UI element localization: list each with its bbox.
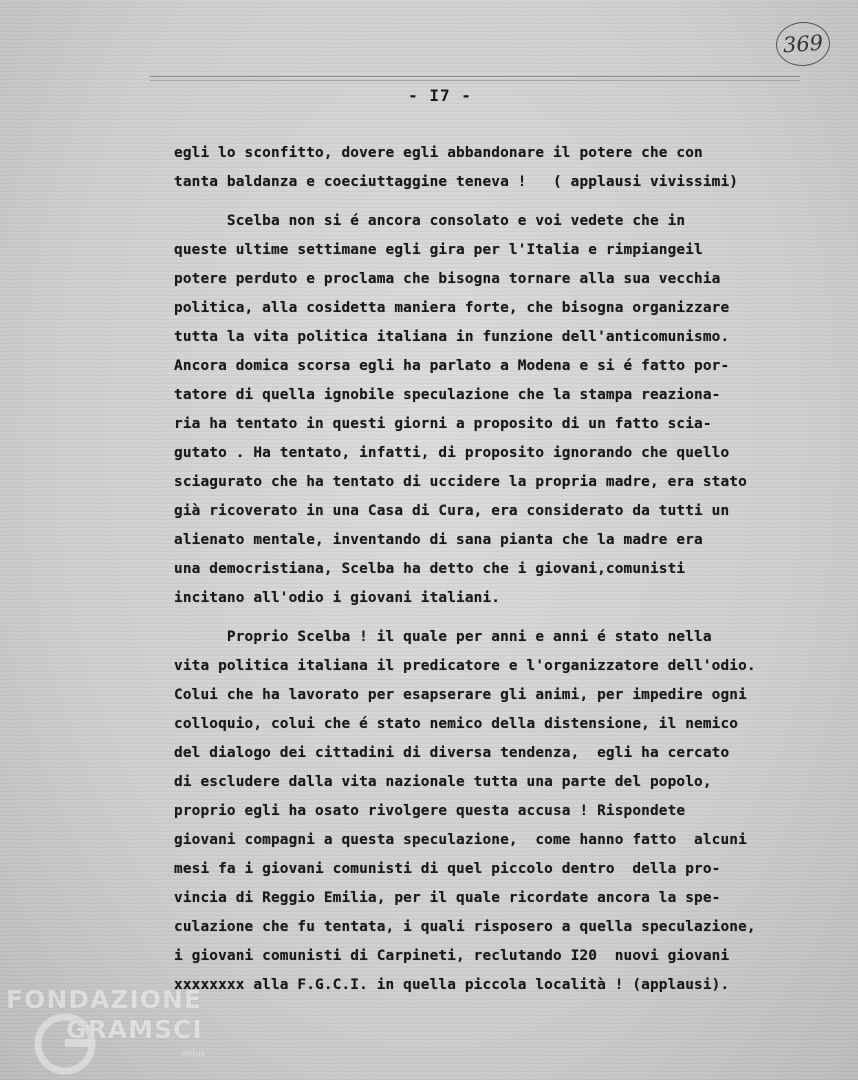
watermark-line-1: FONDAZIONE [6,985,203,1014]
archive-page-number: 369 [775,20,832,68]
text-line: tatore di quella ignobile speculazione che la stampa reaziona- [174,387,721,403]
text-line: del dialogo dei cittadini di diversa tendenza, egli ha cercato [174,745,730,761]
text-line: alienato mentale, inventando di sana pianta che la madre era [174,532,703,548]
text-line: i giovani comunisti di Carpineti, reclutando I20 nuovi giovani [174,948,730,964]
text-line: mesi fa i giovani comunisti di quel piccolo dentro della pro- [174,861,721,877]
text-line: Proprio Scelba ! il quale per anni e anni é stato nella [174,629,712,645]
top-rule [150,76,800,77]
text-line: di escludere dalla vita nazionale tutta una parte del popolo, [174,774,712,790]
text-line: colloquio, colui che é stato nemico della distensione, il nemico [174,716,739,732]
text-line: politica, alla cosidetta maniera forte, che bisogna organizzare [174,300,730,316]
text-line: vincia di Reggio Emilia, per il quale ricordate ancora la spe- [174,890,721,906]
text-line: una democristiana, Scelba ha detto che i giovani,comunisti [174,561,686,577]
text-line: Ancora domica scorsa egli ha parlato a Modena e si é fatto por- [174,358,730,374]
top-rule-secondary [150,80,800,81]
text-line: giovani compagni a questa speculazione, come hanno fatto alcuni [174,832,747,848]
text-line: tanta baldanza e coeciuttaggine teneva ! ( applausi vivissimi) [174,174,739,190]
text-line: incitano all'odio i giovani italiani. [174,590,501,606]
text-line: egli lo sconfitto, dovere egli abbandonare il potere che con [174,145,703,161]
typewritten-body [174,139,834,1000]
text-line: xxxxxxxx alla F.G.C.I. in quella piccola località ! (applausi). [174,977,730,993]
text-line: tutta la vita politica italiana in funzione dell'anticomunismo. [174,329,730,345]
text-line: vita politica italiana il predicatore e l'organizzatore dell'odio. [174,658,756,674]
paragraph-gap [174,197,834,207]
text-line: Scelba non si é ancora consolato e voi vedete che in [174,213,686,229]
watermark-sub: onlus [181,1049,206,1059]
text-line: potere perduto e proclama che bisogna tornare alla sua vecchia [174,271,721,287]
watermark-line-2: GRAMSCI [66,1015,203,1044]
text-line: sciagurato che ha tentato di uccidere la propria madre, era stato [174,474,747,490]
fondazione-gramsci-watermark [6,985,246,1077]
paragraph-gap [174,613,834,623]
text-line: culazione che fu tentata, i quali risposero a quella speculazione, [174,919,756,935]
text-line: queste ultime settimane egli gira per l'Italia e rimpiangeil [174,242,703,258]
text-line: già ricoverato in una Casa di Cura, era considerato da tutti un [174,503,730,519]
text-line: proprio egli ha osato rivolgere questa accusa ! Rispondete [174,803,686,819]
text-line: Colui che ha lavorato per esapserare gli animi, per impedire ogni [174,687,747,703]
text-line: ria ha tentato in questi giorni a proposito di un fatto scia- [174,416,712,432]
text-line: gutato . Ha tentato, infatti, di proposito ignorando che quello [174,445,730,461]
page-number: - I7 - [408,86,472,105]
